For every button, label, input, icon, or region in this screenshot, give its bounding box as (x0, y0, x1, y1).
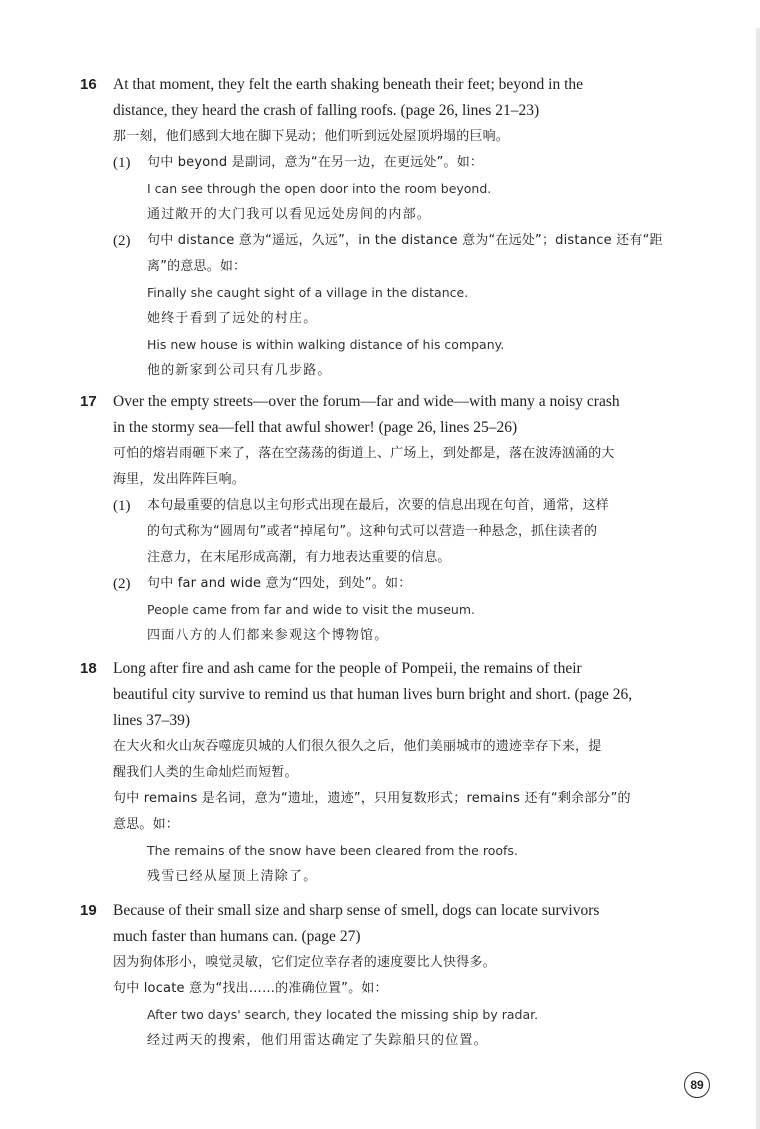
sub-note (113, 150, 720, 228)
sub-note (113, 228, 720, 384)
sub-note-text: 离”的意思。如： (147, 259, 247, 274)
example-chinese: 经过两天的搜索，他们用雷达确定了失踪船只的位置。 (147, 1033, 488, 1048)
entry-number: 19 (80, 902, 97, 919)
entry-english-line: beautiful city survive to remind us that human lives burn bright and short. (page 26, (113, 686, 633, 703)
entry-chinese-line: 在大火和火山灰吞噬庞贝城的人们很久很久之后，他们美丽城市的遗迹幸存下来，提 (113, 739, 602, 754)
entry-chinese-line: 因为狗体形小，嗅觉灵敏，它们定位幸存者的速度要比人快得多。 (113, 955, 496, 970)
entry-english-line: distance, they heard the crash of falling roofs. (page 26, lines 21–23) (113, 102, 540, 119)
entry-chinese-line: 那一刻，他们感到大地在脚下晃动；他们听到远处屋顶坍塌的巨响。 (113, 129, 510, 144)
sub-note-marker: (2) (113, 576, 131, 592)
entry-chinese-line: 意思。如： (113, 817, 180, 832)
example-chinese: 四面八方的人们都来参观这个博物馆。 (147, 628, 389, 643)
sub-note-marker: (1) (113, 155, 131, 171)
entry-chinese-line: 醒我们人类的生命灿烂而短暂。 (113, 765, 298, 780)
entry-chinese-line: 句中 remains 是名词，意为“遗址，遗迹”，只用复数形式；remains 还有“剩余部分”的 (113, 791, 631, 806)
sub-note-text: 的句式称为“圆周句”或者“掉尾句”。这种句式可以营造一种悬念，抓住读者的 (147, 524, 598, 539)
entry-chinese-line: 海里，发出阵阵巨响。 (113, 472, 246, 487)
note-entry-18 (80, 656, 720, 890)
entry-english-line: lines 37–39) (113, 712, 191, 729)
example-english: Finally she caught sight of a village in the distance. (147, 285, 469, 300)
note-entry-17 (80, 389, 720, 649)
example-chinese: 通过敞开的大门我可以看见远处房间的内部。 (147, 207, 432, 222)
entry-english-line: Because of their small size and sharp sense of smell, dogs can locate survivors (113, 902, 600, 919)
entry-chinese-line: 可怕的熔岩雨砸下来了，落在空荡荡的街道上、广场上，到处都是，落在波涛汹涌的大 (113, 446, 615, 461)
entry-number: 16 (80, 76, 97, 93)
example-chinese: 残雪已经从屋顶上清除了。 (147, 869, 318, 884)
example-english: The remains of the snow have been cleared from the roofs. (147, 843, 518, 858)
page-edge-shadow (756, 28, 760, 1129)
sub-note-text: 本句最重要的信息以主句形式出现在最后，次要的信息出现在句首，通常，这样 (147, 498, 610, 513)
entry-number: 17 (80, 393, 97, 410)
sub-note-text: 句中 distance 意为“遥远，久远”，in the distance 意为“在远处”；distance 还有“距 (147, 233, 663, 248)
sub-note (113, 493, 720, 571)
example-chinese: 她终于看到了远处的村庄。 (147, 311, 318, 326)
sub-note-text: 句中 far and wide 意为“四处，到处”。如： (147, 576, 412, 591)
example-english: People came from far and wide to visit the museum. (147, 602, 476, 617)
sub-note-text: 句中 beyond 是副词，意为“在另一边，在更远处”。如： (147, 155, 484, 170)
note-entry-19 (80, 898, 720, 1054)
sub-note-marker: (2) (113, 233, 131, 249)
entry-chinese-line: 句中 locate 意为“找出……的准确位置”。如： (113, 981, 388, 996)
entry-number: 18 (80, 660, 97, 677)
sub-note-text: 注意力，在末尾形成高潮，有力地表达重要的信息。 (147, 550, 451, 565)
entry-english-line: much faster than humans can. (page 27) (113, 928, 361, 945)
sub-note-marker: (1) (113, 498, 131, 514)
entry-english-line: At that moment, they felt the earth shaking beneath their feet; beyond in the (113, 76, 584, 93)
example-english: I can see through the open door into the room beyond. (147, 181, 492, 196)
entry-english-line: Over the empty streets—over the forum—far and wide—with many a noisy crash (113, 393, 620, 410)
entry-english-line: Long after fire and ash came for the people of Pompeii, the remains of their (113, 660, 582, 677)
example-english: After two days' search, they located the missing ship by radar. (147, 1007, 539, 1022)
note-entry-16 (80, 72, 720, 384)
entry-english-line: in the stormy sea—fell that awful shower! (page 26, lines 25–26) (113, 419, 518, 436)
example-chinese: 他的新家到公司只有几步路。 (147, 363, 332, 378)
example-english: His new house is within walking distance of his company. (147, 337, 505, 352)
sub-note (113, 571, 720, 649)
page-number: 89 (684, 1072, 710, 1098)
